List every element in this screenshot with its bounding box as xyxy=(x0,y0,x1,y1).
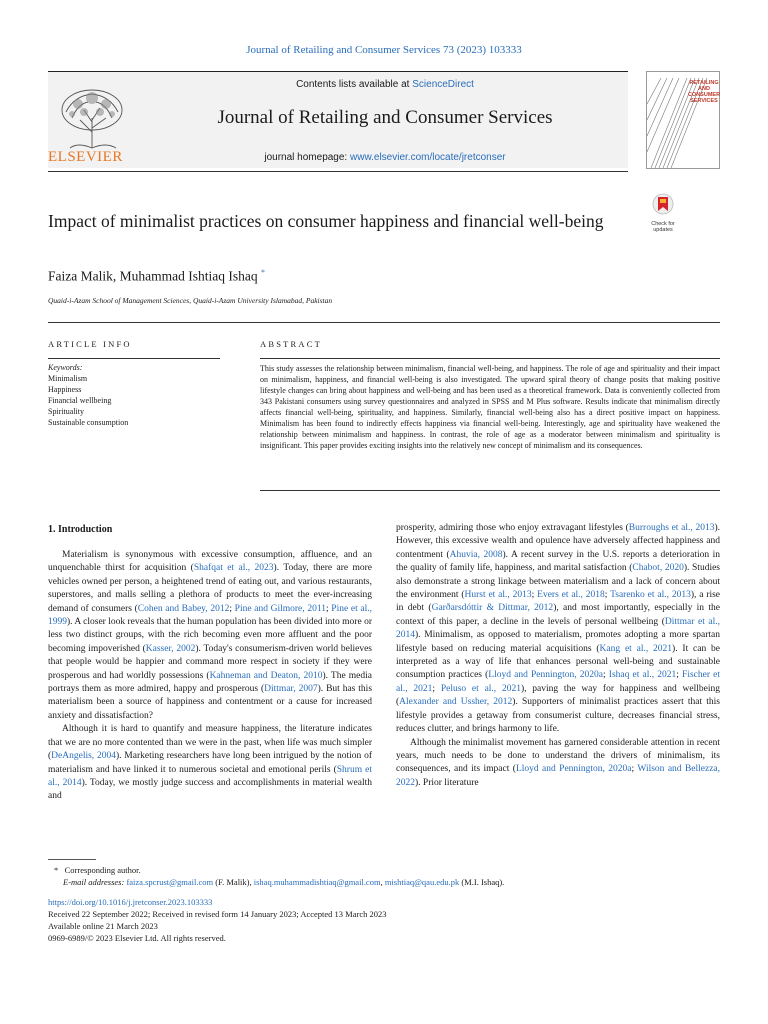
journal-title: Journal of Retailing and Consumer Services xyxy=(217,107,553,128)
text: prosperity, admiring those who enjoy extravagant lifestyles ( xyxy=(396,523,629,533)
citation-link[interactable]: Ahuvia, 2008 xyxy=(449,549,503,560)
citation-link[interactable]: Chabot, 2020 xyxy=(632,563,684,574)
cover-title-line: CONSUMER xyxy=(687,92,721,98)
homepage-link[interactable]: www.elsevier.com/locate/jretconser xyxy=(350,152,506,163)
corresponding-footnote xyxy=(48,864,504,876)
check-updates-label: Check for updates xyxy=(651,221,675,233)
keyword: Financial wellbeing xyxy=(48,396,112,405)
keyword-list xyxy=(48,373,128,428)
citation-link[interactable]: Burroughs et al., 2013 xyxy=(628,523,715,533)
paragraph xyxy=(396,522,720,737)
keyword: Happiness xyxy=(48,385,82,394)
email-label: E-mail addresses: xyxy=(63,877,127,887)
text: Although it is hard to quantify and measure happiness, the literature indicates that we are no more contented than we were in the past, when life was much simpler ( xyxy=(48,724,372,762)
doi-link[interactable]: https://doi.org/10.1016/j.jretconser.2023.103333 xyxy=(48,897,213,907)
text: ). Supporters of minimalist practices assert that this lifestyle provides a getaway from consumerist culture, decreases financial stress, reduces clutter, and brings harmony to life. xyxy=(396,697,720,735)
text: ). Studies also demonstrate a strong linkage between materialism and a lack of concern about the environment ( xyxy=(396,563,720,601)
masthead-rule xyxy=(48,171,628,172)
copyright: 0969-6989/© 2023 Elsevier Ltd. All rights reserved. xyxy=(48,933,226,943)
paragraph xyxy=(48,549,372,723)
footnotes xyxy=(48,864,504,944)
text: ; xyxy=(603,670,609,681)
citation-link[interactable]: Garðarsdóttir & Dittmar, 2012 xyxy=(431,603,554,614)
check-for-updates-button[interactable] xyxy=(645,193,681,233)
text: ). A closer look reveals that the human population has been divided into more or less two distinct groups, with the rich becoming even more affluent and the poor becoming impoverished ( xyxy=(48,617,372,654)
text: Although the minimalist movement has garnered considerable attention in recent years, much needs to be done to understand the drivers of minimalism, its consequences, and its impact ( xyxy=(396,737,720,775)
text: ). Marketing researchers have long been intrigued by the notion of materialism and have linked it to numerous societal and emotional perils ( xyxy=(48,751,372,775)
body-column-left xyxy=(48,549,372,804)
citation-link[interactable]: Pine and Gilmore, 2011 xyxy=(234,603,326,614)
citation-link[interactable]: Shrum et al., 2014 xyxy=(48,764,372,788)
citation-link[interactable]: DeAngelis, 2004 xyxy=(51,751,116,762)
citation-link[interactable]: Pine et al., 1999 xyxy=(48,603,372,628)
footnote-rule xyxy=(48,859,96,860)
text: ; xyxy=(325,603,332,614)
author-list xyxy=(48,268,265,285)
citation-link[interactable]: Shafqat et al., 2023 xyxy=(193,563,274,574)
section-divider xyxy=(48,322,720,323)
journal-homepage xyxy=(140,152,630,163)
abstract-heading: ABSTRACT xyxy=(260,339,322,349)
article-info-rule xyxy=(48,358,220,359)
text: ; xyxy=(604,590,611,601)
abstract-rule xyxy=(260,358,720,359)
text: ). It can be interpreted as a way of life that enhances personal well-being and sustainable consumption practices ( xyxy=(396,643,720,681)
email-footnote xyxy=(48,876,504,888)
affiliation: Quaid-i-Azam School of Management Sciences, Quaid-i-Azam University Islamabad, Pakistan xyxy=(48,296,333,305)
email-link[interactable]: ishaq.muhammadishtiaq@gmail.com xyxy=(253,877,381,887)
citation-link[interactable]: Alexander and Ussher, 2012 xyxy=(399,697,513,708)
citation-link[interactable]: Lloyd and Pennington, 2020a xyxy=(515,764,632,775)
citation-link[interactable]: Dittmar, 2007 xyxy=(264,684,318,695)
text: ). Prior literature xyxy=(415,777,479,788)
citation-link[interactable]: Wilson and Bellezza, 2022 xyxy=(396,764,721,788)
text: ), and most importantly, especially in the context of this paper, a decline in the levels of personal wellbeing ( xyxy=(396,603,720,627)
paper-title: Impact of minimalist practices on consumer happiness and financial well-being xyxy=(48,211,604,231)
cover-title xyxy=(684,80,724,104)
paragraph xyxy=(396,737,720,791)
citation-link[interactable]: Lloyd and Pennington, 2020a xyxy=(488,670,603,681)
citation-link[interactable]: Kang et al., 2021 xyxy=(599,643,673,654)
citation-link[interactable]: Kahneman and Deaton, 2010 xyxy=(209,670,323,681)
article-info-heading: ARTICLE INFO xyxy=(48,339,132,349)
email-link[interactable]: mishtiaq@qau.edu.pk xyxy=(384,877,460,887)
text: ; xyxy=(631,764,638,775)
text: ; xyxy=(531,590,538,601)
text: Materialism is synonymous with excessive consumption, affluence, and an unquenchable thirst for acquisition ( xyxy=(48,550,372,574)
abstract-bottom-rule xyxy=(260,490,720,491)
corresponding-text: Corresponding author. xyxy=(64,865,141,875)
cover-title-line: AND xyxy=(698,86,710,92)
text: ), a rise in debt ( xyxy=(396,590,721,614)
keyword: Spirituality xyxy=(48,407,84,416)
text: ; xyxy=(229,603,235,614)
introduction-heading: 1. Introduction xyxy=(48,524,113,535)
citation-link[interactable]: Dittmar et al., 2014 xyxy=(396,616,720,641)
bookmark-icon xyxy=(645,193,681,219)
keywords-label: Keywords: xyxy=(48,363,83,372)
text: ). The media portrays them as more admired, happy and prosperous ( xyxy=(48,670,372,695)
keyword: Minimalism xyxy=(48,374,88,383)
citation-link[interactable]: Tsarenko et al., 2013 xyxy=(610,590,691,601)
cover-title-line: RETAILING xyxy=(689,80,719,86)
homepage-prefix: journal homepage: xyxy=(264,152,350,163)
abstract-text: This study assesses the relationship between minimalism, financial well-being, and happiness. The role of age and spirituality and their impact on minimalism, happiness, and financial well-being is also investigated. The upward spiral theory of change posits that making positive lifestyle changes can bring about happiness and well-being and has been used as a theoretical framework. Data is conveniently collected from 343 Pakistani consumers using survey questionnaires and analyzed in SPSS and M Plus software. Results indicate that minimalism directly affects financial well-being, spirituality, and happiness. Similarly, financial well-being also has a direct positive impact on happiness. Minimalism has been found to indirectly effects happiness via financial well-being. Interestingly, age and spirituality have weakened the relationship between minimalism and happiness. In contrast, the role of age as a moderator between minimalism and spirituality is insignificant. This paper provides exciting insights into the relatively new concept of minimalism and its consequences. xyxy=(260,364,720,450)
email-link[interactable]: faiza.spcrust@gmail.com xyxy=(126,877,214,887)
text: (F. Malik), xyxy=(213,877,254,887)
keyword: Sustainable consumption xyxy=(48,418,129,427)
text: ). Today's consumerism-driven world believes that people would be happier and command more respect in society if they were prosperous and had worldly possessions ( xyxy=(48,643,372,681)
corresponding-author-mark[interactable]: * xyxy=(260,268,265,277)
citation-link[interactable]: Kasser, 2002 xyxy=(145,643,196,654)
text: ). But has this materialism been a source of happiness and contentment or a cause for increased anxiety and dissatisfaction? xyxy=(48,684,373,721)
contents-available xyxy=(140,79,630,90)
citation-link[interactable]: Ishaq et al., 2021 xyxy=(608,670,677,681)
authors: Faiza Malik, Muhammad Ishtiaq Ishaq xyxy=(48,268,258,284)
citation-link[interactable]: Fischer et al., 2021 xyxy=(396,670,720,694)
journal-citation[interactable]: Journal of Retailing and Consumer Services 73 (2023) 103333 xyxy=(246,44,522,56)
text: ), paving the way for happiness and wellbeing ( xyxy=(396,683,720,708)
text: ). However, this excessive wealth and opulence have adversely affected happiness and contentment ( xyxy=(396,523,721,560)
spacer xyxy=(48,888,504,896)
text: ; xyxy=(676,670,683,681)
received-dates: Received 22 September 2022; Received in revised form 14 January 2023; Accepted 13 March 2023 xyxy=(48,909,387,919)
cover-title-line: SERVICES xyxy=(690,98,718,104)
text: ; xyxy=(432,683,441,694)
available-online: Available online 21 March 2023 xyxy=(48,921,158,931)
text: , xyxy=(380,877,385,887)
sciencedirect-link[interactable]: ScienceDirect xyxy=(412,79,474,90)
body-column-right xyxy=(396,522,720,790)
citation-link[interactable]: Hurst et al., 2013 xyxy=(464,590,532,601)
text: ). Today, there are more vehicles owned per person, a heightened trend of eating out, and various restaurants, superstores, and malls selling a plethora of products to meet the ever-increasing demand of consumers ( xyxy=(48,563,372,614)
text: ). A recent survey in the U.S. reports a deterioration in the quality of family life, happiness, and marital satisfaction ( xyxy=(396,549,721,574)
text: ). Today, we mostly judge success and accomplishments in material wealth and xyxy=(48,777,372,802)
citation-link[interactable]: Peluso et al., 2021 xyxy=(440,683,521,694)
text: ). Minimalism, as opposed to materialism, promotes adopting a more spartan lifestyle based on reducing material acquisitions ( xyxy=(396,630,720,654)
paragraph xyxy=(48,723,372,803)
text: (M.I. Ishaq). xyxy=(459,877,505,887)
footnote-mark: * xyxy=(54,865,59,875)
citation-link[interactable]: Evers et al., 2018 xyxy=(537,590,605,601)
elsevier-wordmark: ELSEVIER xyxy=(48,149,123,165)
citation-link[interactable]: Cohen and Babey, 2012 xyxy=(137,603,230,614)
contents-prefix: Contents lists available at xyxy=(296,79,413,90)
